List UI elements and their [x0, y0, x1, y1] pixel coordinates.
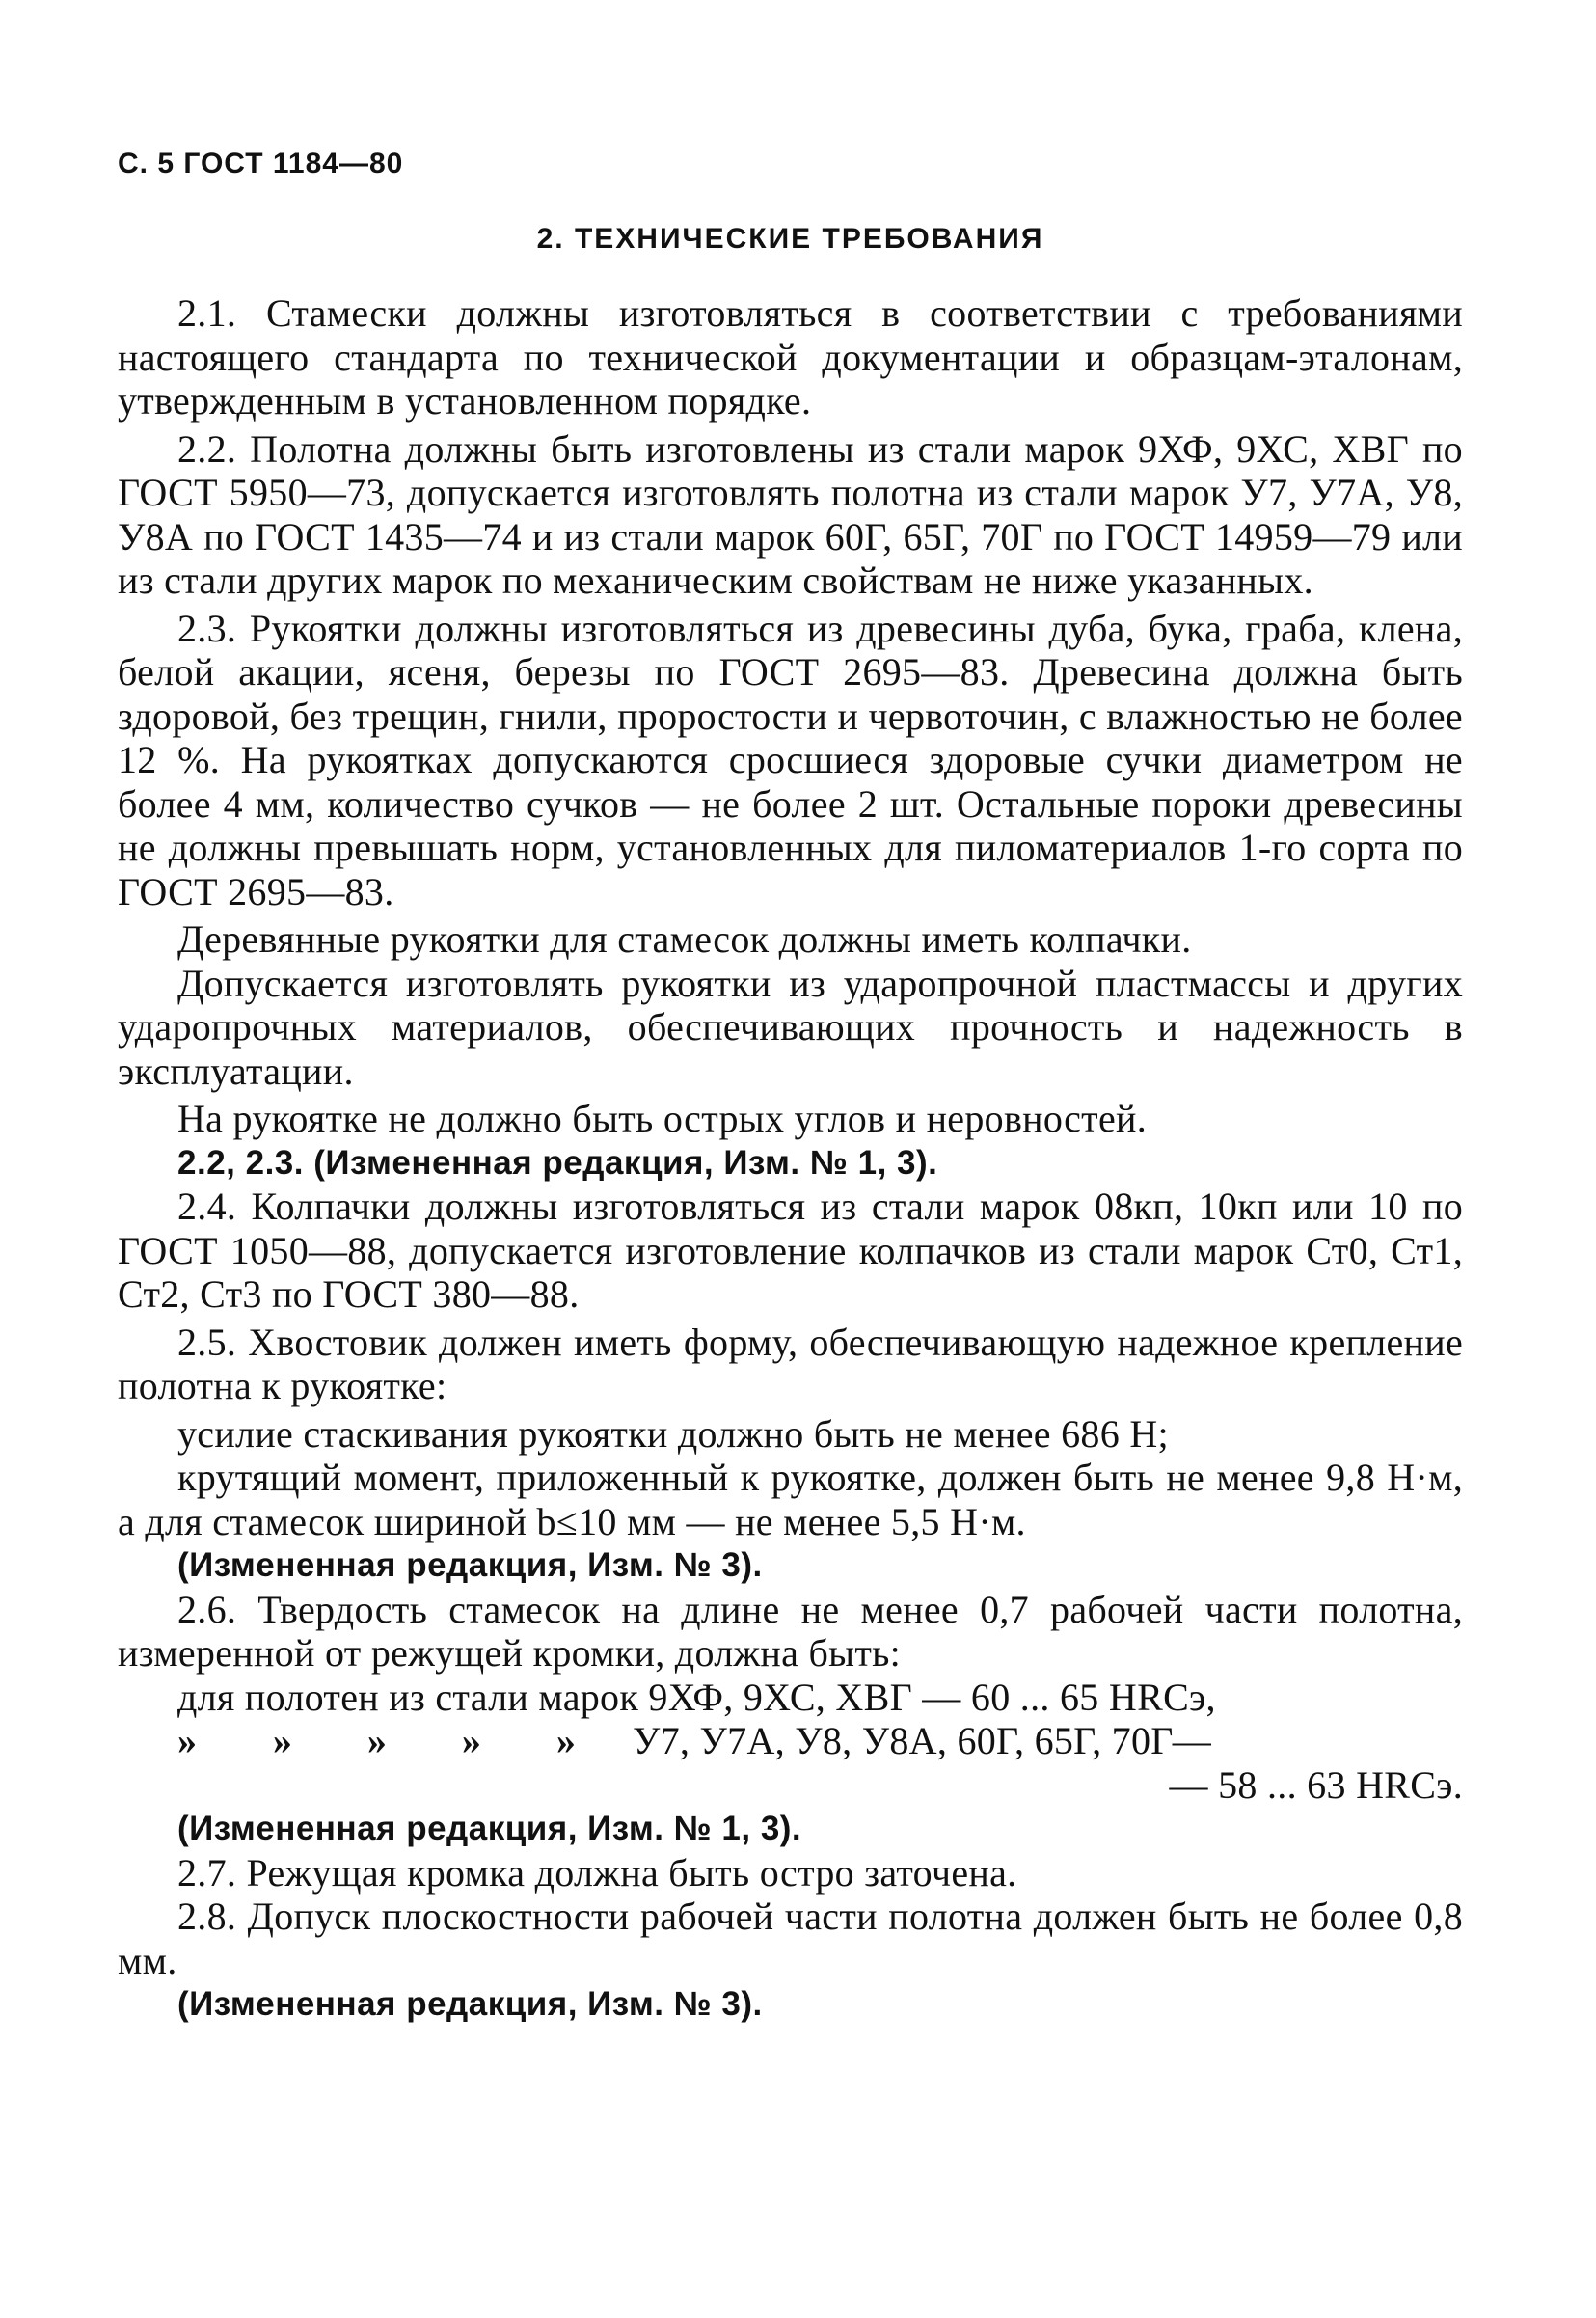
ditto-mark: » — [461, 1719, 482, 1762]
amendment-note-1-3: (Измененная редакция, Изм. № 1, 3). — [177, 1810, 802, 1847]
paragraph-2-3-caps: Деревянные рукоятки для стамесок должны иметь колпачки. — [177, 917, 1192, 961]
ditto-mark: » — [177, 1719, 198, 1762]
paragraph-2-5: 2.5. Хвостовик должен иметь форму, обеспечивающую надежное крепление полотна к рукоятке: — [118, 1320, 1463, 1407]
paragraph-2-3: 2.3. Рукоятки должны изготовляться из древесины дуба, бука, граба, клена, белой акации, ясеня, березы по ГОСТ 2695—83. Древесина должна быть здоровой, без трещин, гнили, проростости и червоточин, с влажностью не более 12 %. На рукоятках допускаются сросшиеся здоровые сучки диаметром не более 4 мм, количество сучков — не более 2 шт. Остальные пороки древесины не должны превышать норм, установленных для пиломатериалов 1-го сорта по ГОСТ 2695—83. — [118, 606, 1463, 914]
amendment-note-3b: (Измененная редакция, Изм. № 3). — [177, 1985, 763, 2023]
hardness-line-2-grades: У7, У7А, У8, У8А, 60Г, 65Г, 70Г— — [633, 1719, 1212, 1762]
document-page — [118, 145, 1463, 2027]
hardness-line-2 — [118, 1719, 1463, 1763]
paragraph-2-3-plastic: Допускается изготовлять рукоятки из ударопрочной пластмассы и других ударопрочных материалов, обеспечивающих прочность и надежность в эксплуатации. — [118, 961, 1463, 1093]
ditto-mark: » — [555, 1719, 577, 1762]
section-title: 2. ТЕХНИЧЕСКИЕ ТРЕБОВАНИЯ — [536, 223, 1044, 255]
running-head: С. 5 ГОСТ 1184—80 — [118, 148, 404, 179]
paragraph-2-5-torque: крутящий момент, приложенный к рукоятке, должен быть не менее 9,8 Н·м, а для стамесок шириной b≤10 мм — не менее 5,5 Н·м. — [118, 1456, 1463, 1543]
hardness-line-1: для полотен из стали марок 9ХФ, 9ХС, ХВГ — 60 ... 65 HRCэ, — [177, 1675, 1216, 1719]
paragraph-2-8: 2.8. Допуск плоскостности рабочей части полотна должен быть не более 0,8 мм. — [118, 1895, 1463, 1982]
paragraph-2-1: 2.1. Стамески должны изготовляться в соответствии с требованиями настоящего стандарта по технической документации и образцам-эталонам, утвержденным в установленном порядке. — [118, 291, 1463, 423]
paragraph-2-2: 2.2. Полотна должны быть изготовлены из стали марок 9ХФ, 9ХС, ХВГ по ГОСТ 5950—73, допускается изготовлять полотна из стали марок У7, У7А, У8, У8А по ГОСТ 1435—74 и из стали марок 60Г, 65Г, 70Г по ГОСТ 14959—79 или из стали других марок по механическим свойствам не ниже указанных. — [118, 426, 1463, 602]
amendment-note-3a: (Измененная редакция, Изм. № 3). — [177, 1546, 763, 1584]
paragraph-2-7: 2.7. Режущая кромка должна быть остро заточена. — [177, 1850, 1017, 1895]
paragraph-2-5-force: усилие стаскивания рукоятки должно быть не менее 686 Н; — [177, 1411, 1169, 1456]
ditto-mark: » — [272, 1719, 293, 1762]
ditto-mark: » — [366, 1719, 388, 1762]
hardness-line-3: — 58 ... 63 HRCэ. — [1169, 1762, 1463, 1807]
paragraph-2-4: 2.4. Колпачки должны изготовляться из стали марок 08кп, 10кп или 10 по ГОСТ 1050—88, допускается изготовление колпачков из стали марок Ст0, Ст1, Ст2, Ст3 по ГОСТ 380—88. — [118, 1185, 1463, 1316]
amendment-note-2-2-2-3: 2.2, 2.3. (Измененная редакция, Изм. № 1, 3). — [177, 1143, 938, 1182]
paragraph-2-6: 2.6. Твердость стамесок на длине не менее 0,7 рабочей части полотна, измеренной от режущей кромки, должна быть: — [118, 1587, 1463, 1675]
paragraph-2-3-edges: На рукоятке не должно быть острых углов и неровностей. — [177, 1097, 1148, 1140]
